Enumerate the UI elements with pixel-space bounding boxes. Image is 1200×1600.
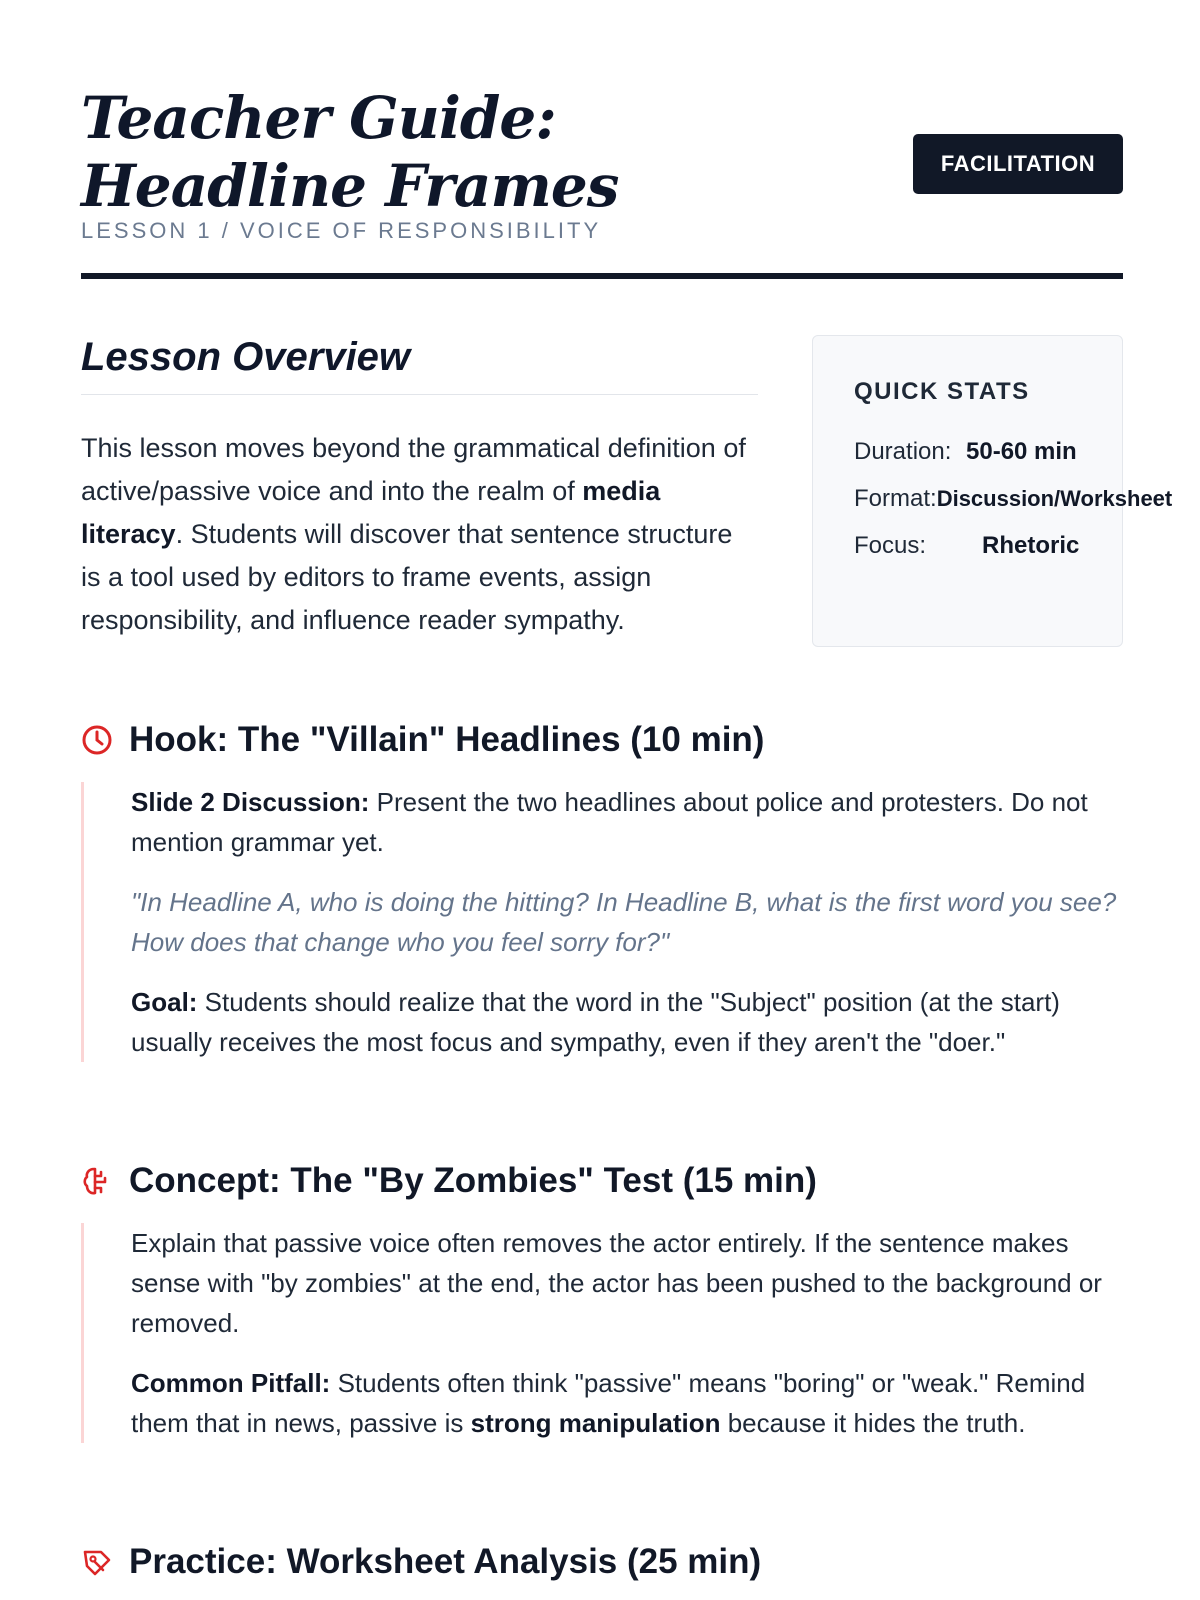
clock-icon [81,724,113,756]
stat-row-focus [854,522,1122,569]
section-hook-header [81,716,1123,764]
section-hook-body [81,782,1123,1062]
hook-discussion [131,782,1123,862]
lesson-overview [81,335,758,642]
hook-goal [131,982,1123,1062]
quick-stats-heading: QUICK STATS [854,378,1030,405]
overview-heading: Lesson Overview [81,335,758,395]
section-concept-header [81,1157,1123,1205]
stat-value: Rhetoric [982,531,1080,559]
concept-pitfall-label: Common Pitfall: [131,1368,331,1398]
overview-text-bold: media literacy [81,476,661,549]
concept-pitfall-text-1: Students often think "passive" means "boring" or "weak." Remind them that in news, passive is [131,1368,1086,1438]
page-subtitle: LESSON 1 / VOICE OF RESPONSIBILITY [81,218,602,243]
hook-goal-label: Goal: [131,987,198,1017]
overview-text-part-2: . Students will discover that sentence structure is a tool used by editors to frame events, assign responsibility, and influence reader sympathy. [81,519,733,635]
pencil-icon [81,1546,113,1578]
section-hook-title: Hook: The "Villain" Headlines (10 min) [129,720,765,759]
hook-discussion-text: Present the two headlines about police and protesters. Do not mention grammar yet. [131,787,1088,857]
section-concept-body [81,1223,1123,1443]
quick-stats-card [812,335,1173,647]
page-header [81,84,1123,284]
stat-label: Duration: [854,437,952,465]
stat-label: Focus: [854,531,927,559]
stat-value: Discussion/Worksheet [936,485,1173,511]
concept-pitfall-bold: strong manipulation [470,1408,721,1438]
brain-icon [81,1165,113,1197]
stat-label: Format: [854,484,937,512]
concept-pitfall [131,1363,1123,1443]
concept-explanation: Explain that passive voice often removes the actor entirely. If the sentence makes sense with "by zombies" at the end, the actor has been pushed to the background or removed. [131,1228,1102,1338]
section-concept [81,1157,1123,1443]
section-practice-title: Practice: Worksheet Analysis (25 min) [129,1542,762,1581]
hook-quote: "In Headline A, who is doing the hitting? In Headline B, what is the first word you see? How does that change who you feel sorry for?" [131,887,1117,957]
header-divider [81,273,1123,279]
section-hook [81,716,1123,1062]
hook-discussion-label: Slide 2 Discussion: [131,787,370,817]
hook-goal-text: Students should realize that the word in the "Subject" position (at the start) usually receives the most focus and sympathy, even if they aren't the "doer." [131,987,1060,1057]
overview-text-part-1: This lesson moves beyond the grammatical definition of active/passive voice and into the realm of [81,433,746,506]
page-title: Teacher Guide: Headline Frames [81,84,619,220]
stat-value: 50-60 min [966,437,1077,465]
section-practice-header [81,1538,1123,1586]
overview-text [81,427,758,642]
concept-pitfall-text-2: because it hides the truth. [720,1408,1026,1438]
facilitation-badge: FACILITATION [913,134,1123,194]
stat-row-format [854,475,1173,522]
stat-row-duration [854,428,1122,475]
section-concept-title: Concept: The "By Zombies" Test (15 min) [129,1161,817,1200]
section-practice [81,1538,1123,1586]
